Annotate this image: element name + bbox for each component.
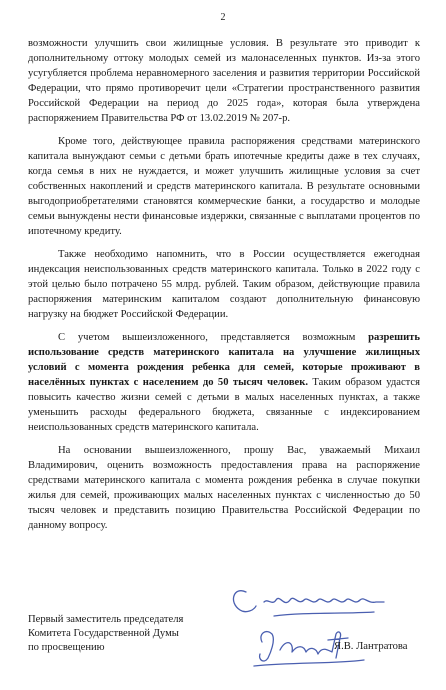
handwritten-greeting-stroke xyxy=(233,591,384,612)
paragraph-2: Кроме того, действующее правила распоряжения средствами материнского капитала вынуждают семьи с детьми брать ипотечные кредиты даже в тех случаях, когда семья в них не нуждается, и может улучшить жилищные условия за счет собственных накоплений и средств материнского капитала. В результате основными выгодоприобретателями становятся коммерческие банки, а государство и молодые семьи вынуждены нести финансовые издержки, связанные с выплатами процентов по ипотечному кредиту. xyxy=(28,136,420,237)
paragraph-1: возможности улучшить свои жилищные условия. В результате это приводит к дополнительному оттоку молодых семей из малонаселенных пунктов. Из-за этого усугубляется проблема неравномерного заселения и развития территории Российской Федерации, что прямо противоречит цели «Стратегии пространственного развития Российской Федерации на период до 2025 года», которая была утверждена распоряжением Правительства РФ от 13.02.2019 № 207-р. xyxy=(28,38,420,124)
signer-title-line-1: Первый заместитель председателя xyxy=(28,614,184,625)
signature-block xyxy=(28,613,183,655)
paragraph-4-bold: разрешить использование средств материнского капитала на улучшение жилищных условий с момента рождения ребенка для семей, которые проживают в населённых пунктах с населением до 50 тысяч человек. xyxy=(28,332,420,388)
paragraph-4-lead: С учетом вышеизложенного, представляется возможным xyxy=(58,332,369,343)
letter-body xyxy=(28,36,420,541)
paragraph-5: На основании вышеизложенного, прошу Вас, уважаемый Михаил Владимирович, оценить возможность предоставления права на распоряжение средствами материнского капитала с момента рождения ребенка в случае покупки жилья для семей, проживающих малых населенных пунктах с численностью до 50 тысяч человек и представить позицию Правительства Российской Федерации по данному вопросу. xyxy=(28,445,420,531)
paragraph-3: Также необходимо напомнить, что в России осуществляется ежегодная индексация неиспользованных средств материнского капитала. Только в 2022 году с этой целью было потрачено 55 млрд. рублей. Таким образом, действующие правила распоряжения материнским капиталом создают дополнительную финансовую нагрузку на бюджет Российской Федерации. xyxy=(28,249,420,320)
handwritten-greeting-underline xyxy=(274,612,374,616)
page-number: 2 xyxy=(220,12,226,23)
signer-title-line-3: по просвещению xyxy=(28,642,105,653)
signer-name: Я.В. Лантратова xyxy=(334,641,408,652)
signer-title-line-2: Комитета Государственной Думы xyxy=(28,628,179,639)
handwritten-name-underline xyxy=(254,660,364,666)
paragraph-4-tail: Таким образом удастся повысить качество жизни семей с детьми в малых населенных пунктах, а также уменьшить расходы федерального бюджета, связанные с индексированием неиспользованных средств материнского капитала. xyxy=(28,377,420,433)
paragraph-4 xyxy=(28,330,420,435)
handwritten-signature xyxy=(224,572,424,684)
